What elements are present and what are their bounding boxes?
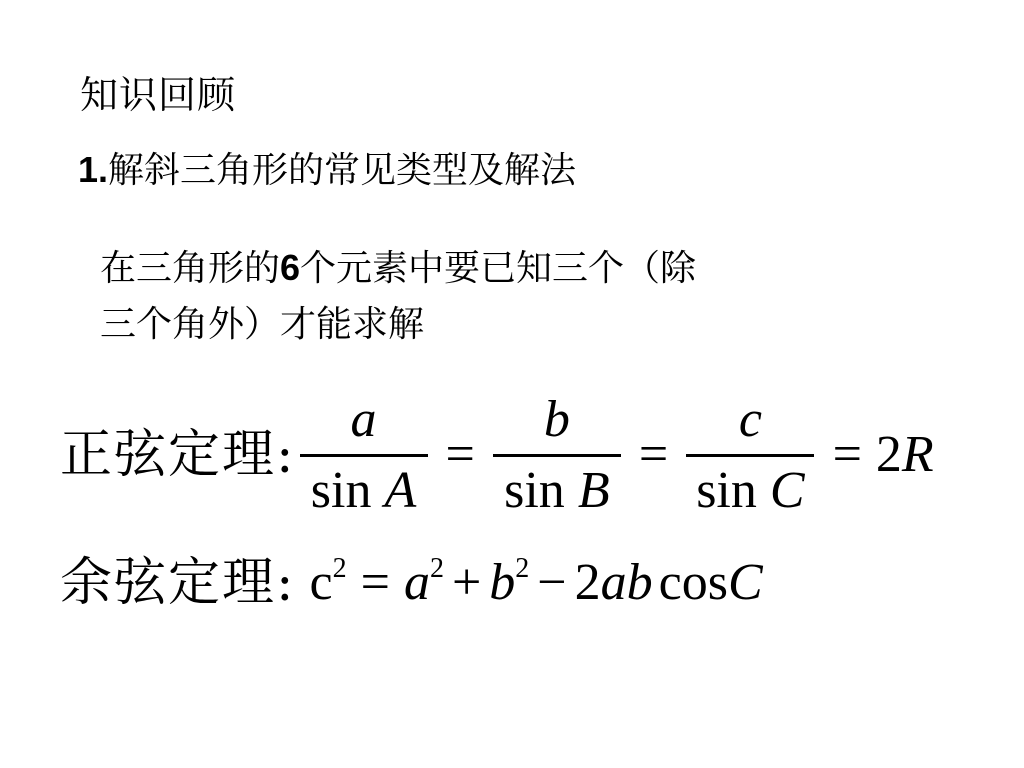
fraction-denominator: sin B (504, 461, 610, 519)
fraction-numerator: b (543, 390, 570, 448)
plus-sign: + (451, 554, 482, 611)
cosine-law-label: 余弦定理: (60, 553, 296, 613)
heading (78, 145, 576, 196)
paragraph-line-1 (100, 240, 880, 297)
heading-number: 1. (78, 149, 109, 190)
sine-law-expression (296, 392, 934, 519)
fraction-numerator: c (738, 390, 762, 448)
term-2ab-cos-c: 2ab cosC (574, 554, 763, 611)
equals-sign: = (445, 426, 475, 483)
sine-fraction-b (493, 392, 621, 519)
paragraph-line-1-end: 个元素中要已知三个（除 (300, 248, 697, 289)
fraction-denominator: sin A (310, 461, 417, 519)
cosine-law-expression (310, 553, 763, 613)
fraction-denominator: sin C (696, 461, 805, 519)
equals-sign: = (638, 426, 669, 483)
term-a-squared: $a^2$ (403, 553, 444, 611)
section-title: 知识回顾 (80, 73, 237, 117)
sine-law-formula (60, 385, 934, 525)
paragraph (100, 240, 880, 353)
equals-sign: = (360, 554, 390, 611)
sine-fraction-a (300, 392, 428, 519)
sine-law-label: 正弦定理: (60, 425, 296, 485)
sine-law-rhs: 2R (875, 426, 934, 483)
paragraph-line-1-number: 6 (280, 247, 301, 288)
minus-sign: − (537, 554, 567, 611)
heading-text: 解斜三角形的常见类型及解法 (108, 150, 577, 191)
cosine-law-formula (60, 538, 763, 628)
fraction-numerator: a (350, 390, 377, 448)
equals-sign: = (832, 426, 862, 483)
term-b-squared: $b^2$ (489, 553, 530, 611)
sine-fraction-c (686, 392, 814, 519)
paragraph-line-1-start: 在三角形的 (100, 248, 281, 289)
cosine-lhs: $c^2$ (309, 553, 347, 611)
paragraph-line-2: 三个角外）才能求解 (100, 304, 425, 345)
